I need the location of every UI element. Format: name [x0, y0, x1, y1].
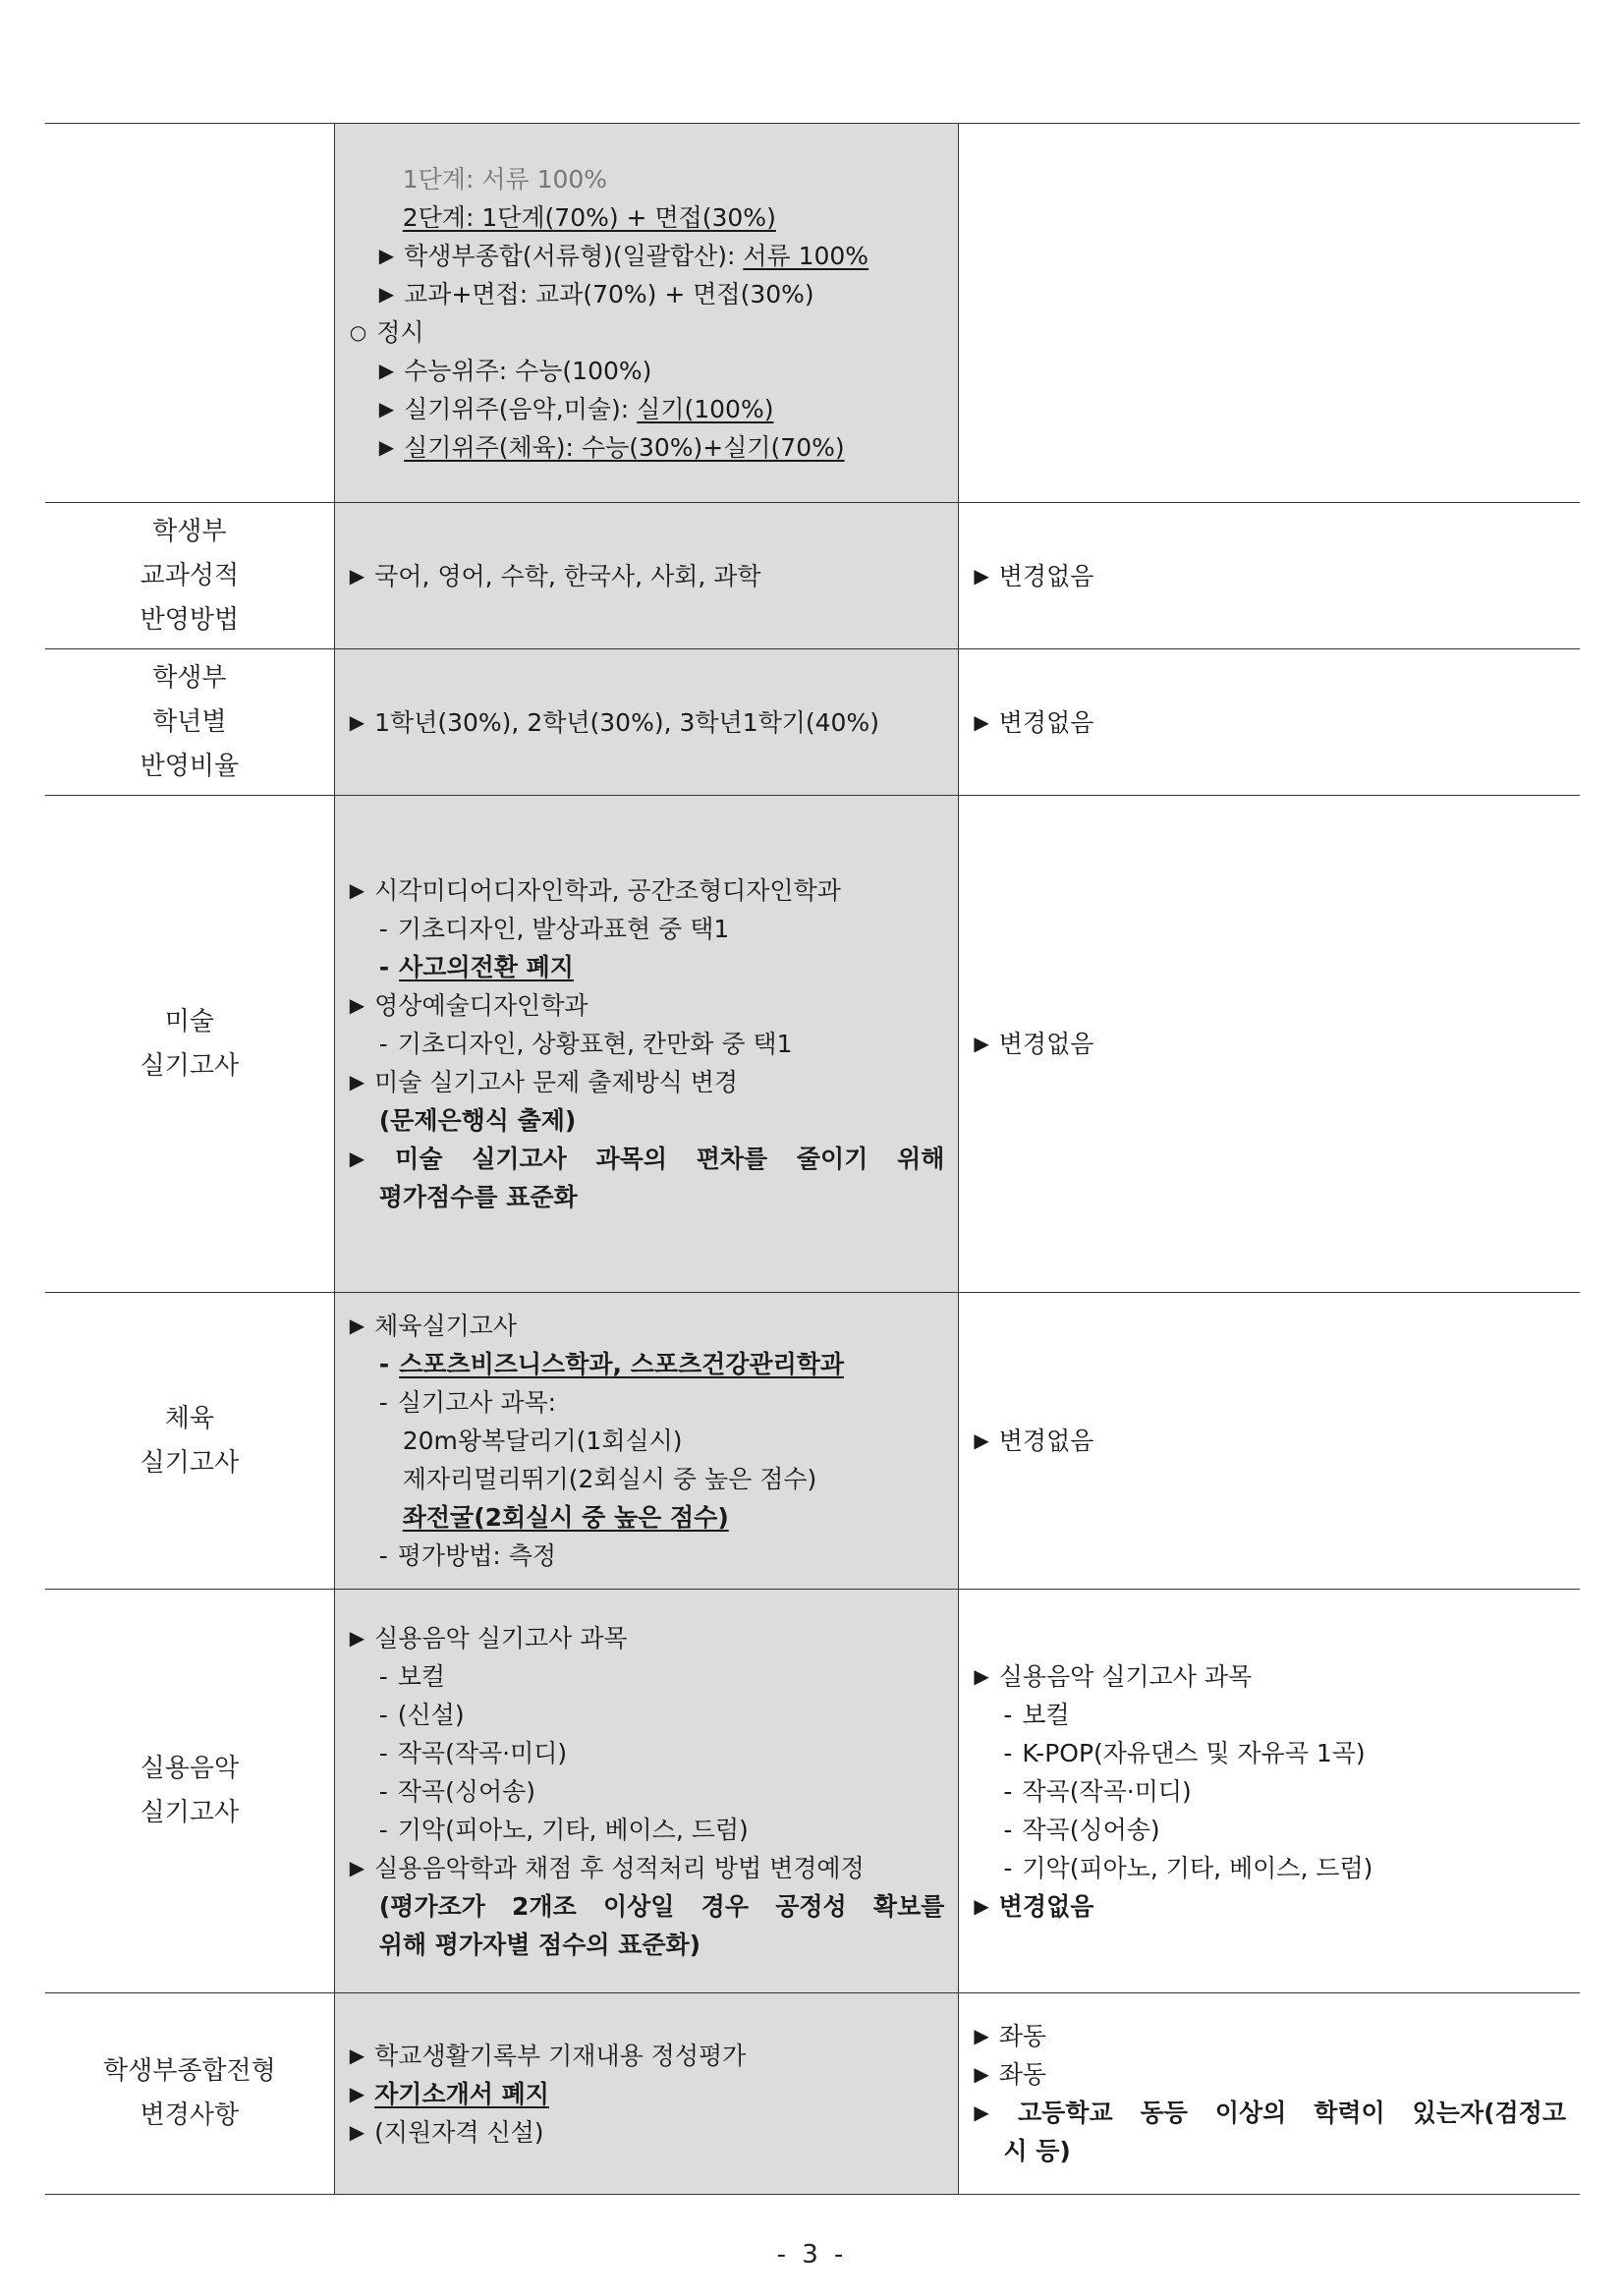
dash-marker: -	[378, 1776, 388, 1806]
line-text: 제자리멀리뛰기(2회실시 중 높은 점수)	[402, 1465, 817, 1493]
table-row	[45, 1993, 1580, 2195]
triangle-bullet-icon: ▶	[974, 1663, 989, 1688]
category-label: 실기고사	[140, 1447, 240, 1478]
changed-content-cell	[959, 124, 1580, 503]
content-line	[350, 313, 945, 352]
table-row	[45, 503, 1580, 649]
dash-marker: -	[378, 1541, 388, 1570]
triangle-bullet-icon: ▶	[974, 563, 989, 588]
line-text: (신설)	[397, 1700, 465, 1729]
changed-content-cell	[959, 503, 1580, 649]
line-text: 체육실기고사	[374, 1312, 518, 1340]
current-content-cell	[334, 1293, 959, 1590]
content-line	[350, 390, 945, 428]
category-label: 변경사항	[140, 2100, 240, 2130]
current-lines	[335, 1307, 959, 1575]
line-text: 20m왕복달리기(1회실시)	[402, 1427, 683, 1455]
triangle-bullet-icon: ▶	[974, 2024, 989, 2047]
dash-marker: -	[378, 1661, 388, 1691]
content-line	[350, 1307, 945, 1345]
triangle-bullet-icon: ▶	[349, 993, 365, 1017]
table-row	[45, 1293, 1580, 1590]
line-text: 스포츠비즈니스학과, 스포츠건강관리학과	[399, 1350, 845, 1378]
content-line	[350, 1811, 945, 1849]
current-lines	[335, 2037, 959, 2152]
content-line	[350, 986, 945, 1025]
line-text: 좌전굴(2회실시 중 높은 점수)	[402, 1503, 729, 1532]
category-label: 반영방법	[140, 604, 240, 635]
line-text: 시 등)	[1003, 2137, 1071, 2165]
content-line	[974, 2132, 1566, 2170]
changed-content-cell	[959, 1993, 1580, 2195]
content-line	[974, 1025, 1566, 1063]
content-line	[350, 160, 945, 198]
category-label: 학생부종합전형	[102, 2056, 276, 2086]
line-text: 실기위주(체육): 수능(30%)+실기(70%)	[404, 432, 845, 462]
table-body	[45, 124, 1580, 2195]
line-text: (문제은행식 출제)	[378, 1106, 577, 1135]
dash-marker: -	[1003, 1853, 1013, 1882]
content-line	[350, 1849, 945, 1887]
category-label: 실기고사	[140, 1798, 240, 1827]
current-content-cell	[334, 503, 959, 649]
line-text: 실기위주(음악,미술):	[404, 394, 638, 423]
line-text: 실용음악 실기고사 과목	[374, 1623, 628, 1652]
content-line	[350, 948, 945, 986]
content-line	[974, 2055, 1566, 2094]
triangle-bullet-icon: ▶	[349, 2043, 365, 2067]
line-text: 작곡(싱어송)	[397, 1776, 536, 1806]
category-label: 학년별	[152, 706, 227, 737]
content-line	[350, 1178, 945, 1216]
line-text: 실용음악학과 채점 후 성적처리 방법 변경예정	[374, 1853, 865, 1882]
line-text: 시각미디어디자인학과, 공간조형디자인학과	[374, 876, 841, 905]
line-underlined-text: 실기(100%)	[637, 394, 774, 423]
content-line	[350, 871, 945, 910]
triangle-bullet-icon: ▶	[974, 1428, 989, 1452]
category-cell	[45, 649, 334, 796]
current-content-cell	[334, 124, 959, 503]
content-line	[350, 1498, 945, 1537]
content-line	[350, 1101, 945, 1140]
content-line	[974, 1772, 1566, 1811]
line-text: 기악(피아노, 기타, 베이스, 드럼)	[397, 1815, 749, 1844]
dash-marker: -	[378, 1030, 388, 1058]
page-number: - 3 -	[776, 2240, 848, 2269]
content-line	[350, 1696, 945, 1734]
line-text: 미술 실기고사 문제 출제방식 변경	[374, 1068, 739, 1096]
current-content-cell	[334, 1590, 959, 1993]
circle-bullet-icon: ○	[349, 319, 367, 344]
triangle-bullet-icon: ▶	[349, 563, 365, 588]
line-text: 작곡(작곡·미디)	[397, 1738, 568, 1767]
content-line	[350, 2037, 945, 2075]
line-text: 작곡(작곡·미디)	[1022, 1776, 1192, 1806]
dash-marker: -	[378, 1738, 388, 1767]
line-text: 좌동	[998, 2022, 1047, 2050]
current-lines	[335, 1619, 959, 1964]
line-text: 실기고사 과목:	[397, 1388, 557, 1417]
line-text: 변경없음	[998, 1891, 1094, 1921]
line-text: 고등학교 동등 이상의 학력이 있는자(검정고	[1018, 2099, 1566, 2127]
table-row	[45, 124, 1580, 503]
category-label: 실기고사	[140, 1050, 240, 1081]
triangle-bullet-icon: ▶	[349, 2119, 365, 2144]
line-text: 작곡(싱어송)	[1022, 1815, 1160, 1844]
triangle-bullet-icon: ▶	[974, 2100, 1009, 2124]
line-text: 실용음악 실기고사 과목	[998, 1661, 1253, 1691]
content-line	[974, 1887, 1566, 1926]
triangle-bullet-icon: ▶	[378, 243, 395, 267]
category-cell	[45, 1993, 334, 2195]
current-lines	[335, 160, 959, 467]
line-text: 변경없음	[998, 561, 1094, 590]
changed-content-cell	[959, 1293, 1580, 1590]
current-lines	[335, 557, 959, 595]
line-text: 교과+면접: 교과(70%) + 면접(30%)	[404, 279, 814, 308]
line-text: 평가방법: 측정	[397, 1541, 557, 1570]
content-line	[350, 2113, 945, 2152]
content-line	[350, 1926, 945, 1964]
dash-marker: -	[378, 1388, 388, 1417]
content-line	[350, 1619, 945, 1657]
current-content-cell	[334, 1993, 959, 2195]
line-text: (평가조가 2개조 이상일 경우 공정성 확보를	[378, 1891, 945, 1921]
dash-marker: -	[1003, 1815, 1013, 1844]
changed-content-cell	[959, 1590, 1580, 1993]
content-line	[974, 1849, 1566, 1887]
dash-marker: -	[1003, 1738, 1013, 1767]
category-label: 미술	[164, 1006, 214, 1036]
content-line	[350, 428, 945, 467]
category-cell	[45, 1590, 334, 1993]
current-lines	[335, 871, 959, 1216]
line-text: 변경없음	[998, 1030, 1094, 1058]
changed-lines	[959, 703, 1580, 742]
content-line	[974, 2017, 1566, 2055]
content-line	[350, 1537, 945, 1575]
content-line	[350, 1345, 945, 1383]
content-line	[350, 1025, 945, 1063]
table-row	[45, 649, 1580, 796]
changed-lines	[959, 1422, 1580, 1460]
admission-changes-table	[45, 123, 1580, 2195]
category-label: 학생부	[152, 516, 227, 546]
line-text: 기악(피아노, 기타, 베이스, 드럼)	[1022, 1853, 1373, 1882]
dash-marker: -	[1003, 1776, 1013, 1806]
triangle-bullet-icon: ▶	[349, 709, 365, 734]
line-text: 미술 실기고사 과목의 편차를 줄이기 위해	[395, 1145, 945, 1173]
line-text: 좌동	[998, 2060, 1047, 2089]
line-text: 수능위주: 수능(100%)	[404, 356, 652, 385]
triangle-bullet-icon: ▶	[378, 396, 395, 420]
triangle-bullet-icon: ▶	[349, 878, 365, 902]
line-text: 위해 평가자별 점수의 표준화)	[378, 1930, 701, 1959]
content-line	[350, 703, 945, 742]
category-label: 실용음악	[140, 1754, 240, 1783]
line-text: 기초디자인, 상황표현, 칸만화 중 택1	[397, 1030, 793, 1058]
line-text: 평가점수를 표준화	[378, 1183, 578, 1211]
table-row	[45, 796, 1580, 1293]
triangle-bullet-icon: ▶	[349, 1855, 365, 1879]
category-label: 학생부	[152, 662, 227, 693]
triangle-bullet-icon: ▶	[349, 1314, 365, 1337]
dash-marker: -	[378, 1700, 388, 1729]
triangle-bullet-icon: ▶	[349, 1147, 386, 1170]
line-text: 기초디자인, 발상과표현 중 택1	[397, 915, 730, 943]
content-line	[974, 1734, 1566, 1772]
content-line	[350, 1383, 945, 1422]
content-line	[974, 703, 1566, 742]
line-text: 학교생활기록부 기재내용 정성평가	[374, 2041, 747, 2070]
content-line	[974, 1696, 1566, 1734]
triangle-bullet-icon: ▶	[378, 281, 395, 306]
category-label: 체육	[164, 1403, 214, 1433]
line-text: 학생부종합(서류형)(일괄합산):	[404, 241, 744, 270]
content-line	[974, 1657, 1566, 1696]
content-line	[974, 1811, 1566, 1849]
content-line	[350, 237, 945, 275]
line-text: 보컬	[1022, 1700, 1070, 1729]
category-cell	[45, 796, 334, 1293]
line-text: 보컬	[397, 1661, 446, 1691]
content-line	[350, 352, 945, 390]
dash-marker: -	[378, 1350, 390, 1378]
content-line	[350, 1140, 945, 1178]
triangle-bullet-icon: ▶	[974, 1893, 989, 1918]
line-text: 자기소개서 폐지	[374, 2079, 549, 2108]
line-text: 정시	[376, 317, 424, 347]
line-text: 사고의전환 폐지	[399, 953, 574, 981]
triangle-bullet-icon: ▶	[974, 1032, 989, 1055]
line-text: 1단계: 서류 100%	[402, 164, 608, 194]
changed-lines	[959, 2017, 1580, 2170]
table-row	[45, 1590, 1580, 1993]
line-text: 변경없음	[998, 707, 1094, 737]
content-line	[974, 2094, 1566, 2132]
line-text: 국어, 영어, 수학, 한국사, 사회, 과학	[374, 561, 761, 590]
category-label: 반영비율	[140, 751, 240, 781]
category-cell	[45, 124, 334, 503]
content-line	[350, 1734, 945, 1772]
current-content-cell	[334, 649, 959, 796]
changed-lines	[959, 1657, 1580, 1926]
content-line	[350, 1657, 945, 1696]
line-text: 변경없음	[998, 1427, 1094, 1455]
current-lines	[335, 703, 959, 742]
content-line	[974, 1422, 1566, 1460]
content-line	[350, 2075, 945, 2113]
changed-content-cell	[959, 649, 1580, 796]
dash-marker: -	[378, 1815, 388, 1844]
triangle-bullet-icon: ▶	[378, 434, 395, 459]
content-line	[350, 1063, 945, 1101]
content-line	[350, 910, 945, 948]
line-underlined-text: 서류 100%	[743, 241, 869, 270]
triangle-bullet-icon: ▶	[349, 1070, 365, 1093]
triangle-bullet-icon: ▶	[378, 358, 395, 382]
category-cell	[45, 503, 334, 649]
dash-marker: -	[378, 953, 390, 981]
content-line	[350, 275, 945, 313]
triangle-bullet-icon: ▶	[349, 2081, 365, 2105]
category-label: 교과성적	[140, 560, 240, 590]
line-text: (지원자격 신설)	[374, 2117, 544, 2147]
triangle-bullet-icon: ▶	[349, 1625, 365, 1650]
triangle-bullet-icon: ▶	[974, 709, 989, 734]
changed-content-cell	[959, 796, 1580, 1293]
line-text: 2단계: 1단계(70%) + 면접(30%)	[402, 202, 776, 232]
triangle-bullet-icon: ▶	[974, 2062, 989, 2086]
content-line	[350, 1422, 945, 1460]
changed-lines	[959, 1025, 1580, 1063]
dash-marker: -	[1003, 1700, 1013, 1729]
content-line	[350, 557, 945, 595]
line-text: 영상예술디자인학과	[374, 991, 588, 1020]
line-text: 1학년(30%), 2학년(30%), 3학년1학기(40%)	[374, 707, 879, 737]
content-line	[974, 557, 1566, 595]
dash-marker: -	[378, 915, 388, 943]
category-cell	[45, 1293, 334, 1590]
content-line	[350, 198, 945, 237]
current-content-cell	[334, 796, 959, 1293]
changed-lines	[959, 557, 1580, 595]
content-line	[350, 1460, 945, 1498]
content-line	[350, 1887, 945, 1926]
content-line	[350, 1772, 945, 1811]
line-text: K-POP(자유댄스 및 자유곡 1곡)	[1022, 1738, 1366, 1767]
